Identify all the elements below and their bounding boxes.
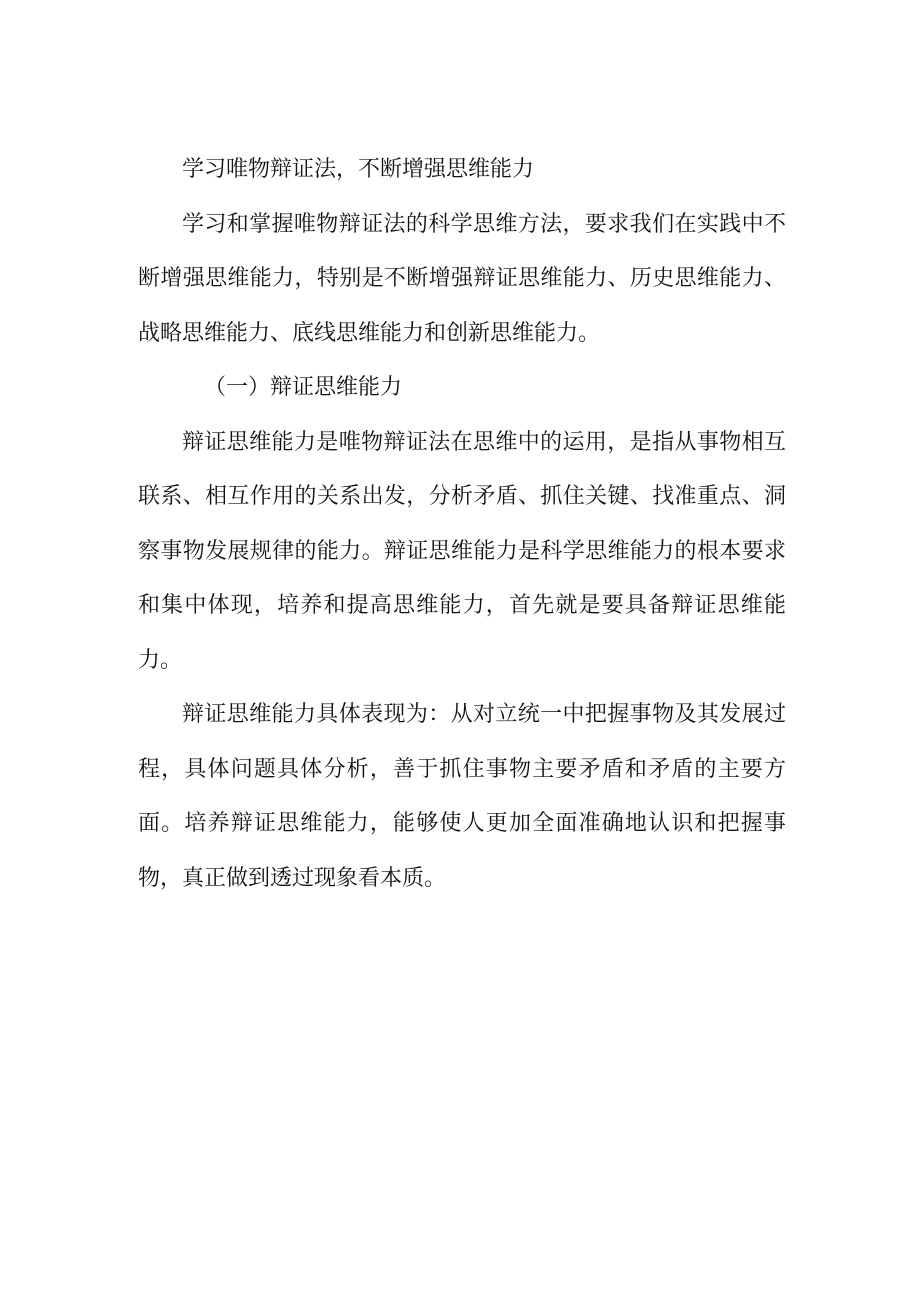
- document-body: [138, 143, 786, 906]
- document-title: 学习唯物辩证法，不断增强思维能力: [182, 157, 535, 182]
- body-paragraph-1: 辩证思维能力是唯物辩证法在思维中的运用，是指从事物相互联系、相互作用的关系出发，分析矛盾、抓住关键、找准重点、洞察事物发展规律的能力。辩证思维能力是科学思维能力的根本要求和集中体现，培养和提高思维能力，首先就是要具备辩证思维能力。: [138, 429, 786, 673]
- body-paragraph-2: 辩证思维能力具体表现为：从对立统一中把握事物及其发展过程，具体问题具体分析，善于抓住事物主要矛盾和矛盾的主要方面。培养辩证思维能力，能够使人更加全面准确地认识和把握事物，真正做到透过现象看本质。: [138, 702, 786, 891]
- section-heading: （一）辩证思维能力: [204, 375, 403, 400]
- intro-paragraph: 学习和掌握唯物辩证法的科学思维方法，要求我们在实践中不断增强思维能力，特别是不断增强辩证思维能力、历史思维能力、战略思维能力、底线思维能力和创新思维能力。: [138, 211, 786, 346]
